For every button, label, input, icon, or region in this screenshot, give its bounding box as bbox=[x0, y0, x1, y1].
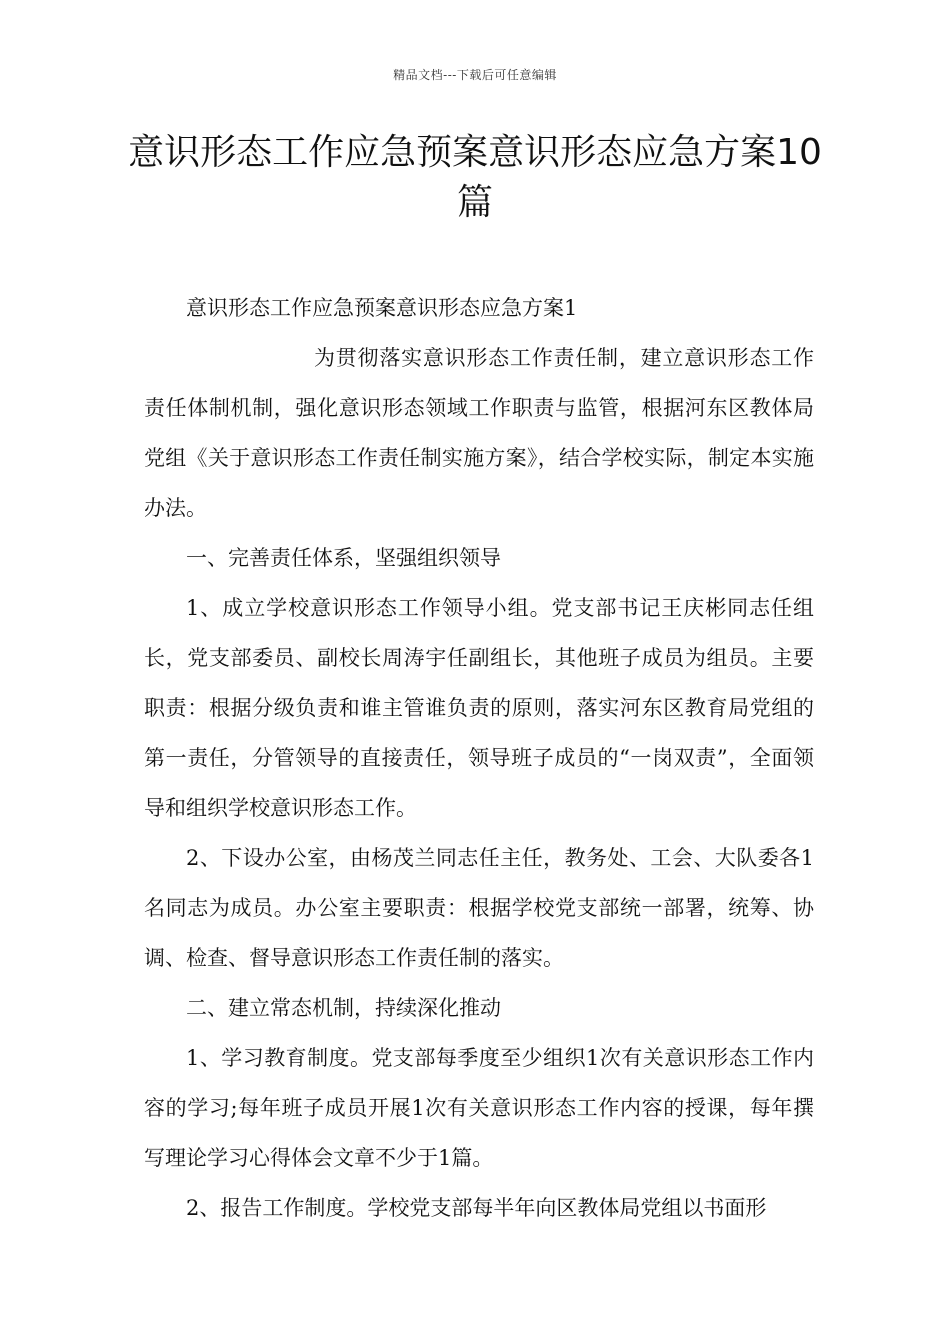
document-title: 意识形态工作应急预案意识形态应急方案10篇 bbox=[128, 132, 822, 223]
document-body bbox=[144, 283, 814, 1233]
section-heading: 一、完善责任体系，坚强组织领导 bbox=[186, 546, 501, 570]
section-heading: 意识形态工作应急预案意识形态应急方案1 bbox=[186, 296, 578, 320]
header-note: 精品文档---下载后可任意编辑 bbox=[393, 68, 557, 82]
body-paragraph: 1、学习教育制度。党支部每季度至少组织1次有关意识形态工作内容的学习;每年班子成员开展1次有关意识形态工作内容的授课，每年撰写理论学习心得体会文章不少于1篇。 bbox=[144, 1046, 814, 1170]
body-paragraph: 为贯彻落实意识形态工作责任制，建立意识形态工作责任体制机制，强化意识形态领域工作职责与监管，根据河东区教体局党组《关于意识形态工作责任制实施方案》，结合学校实际，制定本实施办法。 bbox=[144, 346, 814, 520]
body-paragraph: 2、报告工作制度。学校党支部每半年向区教体局党组以书面形 bbox=[186, 1196, 767, 1220]
body-paragraph: 2、下设办公室，由杨茂兰同志任主任，教务处、工会、大队委各1名同志为成员。办公室主要职责：根据学校党支部统一部署，统筹、协调、检查、督导意识形态工作责任制的落实。 bbox=[144, 846, 814, 970]
body-paragraph: 1、成立学校意识形态工作领导小组。党支部书记王庆彬同志任组长，党支部委员、副校长周涛宇任副组长，其他班子成员为组员。主要职责：根据分级负责和谁主管谁负责的原则，落实河东区教育局党组的第一责任，分管领导的直接责任，领导班子成员的“一岗双责”，全面领导和组织学校意识形态工作。 bbox=[144, 596, 814, 820]
section-heading: 二、建立常态机制，持续深化推动 bbox=[186, 996, 501, 1020]
